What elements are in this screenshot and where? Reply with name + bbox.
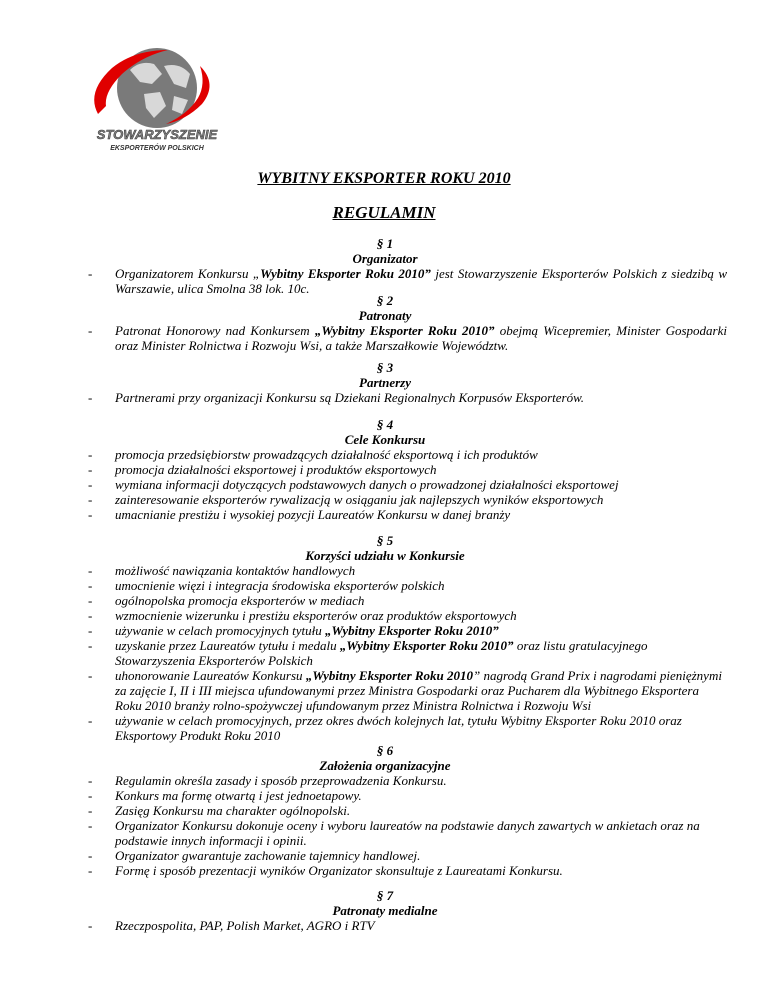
section-5 xyxy=(0,533,768,743)
list-item: - uhonorowanie Laureatów Konkursu „Wybitny Eksporter Roku 2010” nagrodą Grand Prix i nagrodami pieniężnymi za zajęcie I, II i III miejsca ufundowanymi przez Ministra Gospodarki oraz Pucharem dla Wybitnego Eksportera Roku 2010 branży rolno-spożywczej ufundowanym przez Ministra Rolnictwa i Rozwoju Wsi xyxy=(115,668,727,713)
list-item: - umacnianie prestiżu i wysokiej pozycji Laureatów Konkursu w danej branży xyxy=(115,507,727,522)
list-item: - Organizatorem Konkursu „Wybitny Eksporter Roku 2010” jest Stowarzyszenie Eksporterów Polskich z siedzibą w Warszawie, ulica Smolna 38 lok. 10c. xyxy=(115,266,727,296)
list-item: - Formę i sposób prezentacji wyników Organizator skonsultuje z Laureatami Konkursu. xyxy=(115,863,727,878)
list-item: - Regulamin określa zasady i sposób przeprowadzenia Konkursu. xyxy=(115,773,727,788)
document-title: WYBITNY EKSPORTER ROKU 2010 xyxy=(257,170,511,187)
stowarzyszenie-logo xyxy=(82,44,232,154)
list-item: - Zasięg Konkursu ma charakter ogólnopolski. xyxy=(115,803,727,818)
section-heading: Założenia organizacyjne xyxy=(319,758,451,773)
logo-text: STOWARZYSZENIE xyxy=(96,127,218,142)
section-7 xyxy=(0,888,768,933)
section-heading: Partnerzy xyxy=(359,375,411,390)
section-number: § 5 xyxy=(376,533,394,548)
list-item: - zainteresowanie eksporterów rywalizacją w osiąganiu jak najlepszych wyników eksportowych xyxy=(115,492,727,507)
list-item: - Patronat Honorowy nad Konkursem „Wybitny Eksporter Roku 2010” obejmą Wicepremier, Minister Gospodarki oraz Minister Rolnictwa i Rozwoju Wsi, a także Marszałkowie Województw. xyxy=(115,323,727,353)
list-item: - wymiana informacji dotyczących podstawowych danych o prowadzonej działalności eksportowej xyxy=(115,477,727,492)
list-item: - używanie w celach promocyjnych, przez okres dwóch kolejnych lat, tytułu Wybitny Eksporter Roku 2010 oraz Eksportowy Produkt Roku 2010 xyxy=(115,713,727,743)
logo-subtext: EKSPORTERÓW POLSKICH xyxy=(110,145,204,152)
list-item: - Organizator gwarantuje zachowanie tajemnicy handlowej. xyxy=(115,848,727,863)
list-item: - promocja działalności eksportowej i produktów eksportowych xyxy=(115,462,727,477)
section-number: § 3 xyxy=(376,360,394,375)
list-item: - Rzeczpospolita, PAP, Polish Market, AGRO i RTV xyxy=(115,918,727,933)
section-number: § 6 xyxy=(376,743,394,758)
list-item: - Partnerami przy organizacji Konkursu są Dziekani Regionalnych Korpusów Eksporterów. xyxy=(115,390,727,405)
section-number: § 1 xyxy=(376,236,394,251)
list-item: - Konkurs ma formę otwartą i jest jednoetapowy. xyxy=(115,788,727,803)
document-subtitle: REGULAMIN xyxy=(332,203,436,222)
section-heading: Patronaty xyxy=(358,308,412,323)
list-item: - używanie w celach promocyjnych tytułu „Wybitny Eksporter Roku 2010” xyxy=(115,623,727,638)
list-item: - promocja przedsiębiorstw prowadzących działalność eksportową i ich produktów xyxy=(115,447,727,462)
section-2 xyxy=(0,293,768,353)
section-heading: Korzyści udziału w Konkursie xyxy=(305,548,465,563)
list-item: - wzmocnienie wizerunku i prestiżu eksporterów oraz produktów eksportowych xyxy=(115,608,727,623)
list-item: - możliwość nawiązania kontaktów handlowych xyxy=(115,563,727,578)
section-heading: Organizator xyxy=(352,251,418,266)
section-6 xyxy=(0,743,768,878)
section-1 xyxy=(0,236,768,296)
list-item: - uzyskanie przez Laureatów tytułu i medalu „Wybitny Eksporter Roku 2010” oraz listu gratulacyjnego Stowarzyszenia Eksporterów Polskich xyxy=(115,638,727,668)
section-number: § 4 xyxy=(376,417,394,432)
section-4 xyxy=(0,417,768,522)
section-number: § 2 xyxy=(376,293,394,308)
section-3 xyxy=(0,360,768,405)
list-item: - Organizator Konkursu dokonuje oceny i wyboru laureatów na podstawie danych zawartych w ankietach oraz na podstawie innych informacji i opinii. xyxy=(115,818,727,848)
list-item: - ogólnopolska promocja eksporterów w mediach xyxy=(115,593,727,608)
section-heading: Patronaty medialne xyxy=(332,903,438,918)
section-number: § 7 xyxy=(376,888,394,903)
list-item: - umocnienie więzi i integracja środowiska eksporterów polskich xyxy=(115,578,727,593)
section-heading: Cele Konkursu xyxy=(344,432,426,447)
